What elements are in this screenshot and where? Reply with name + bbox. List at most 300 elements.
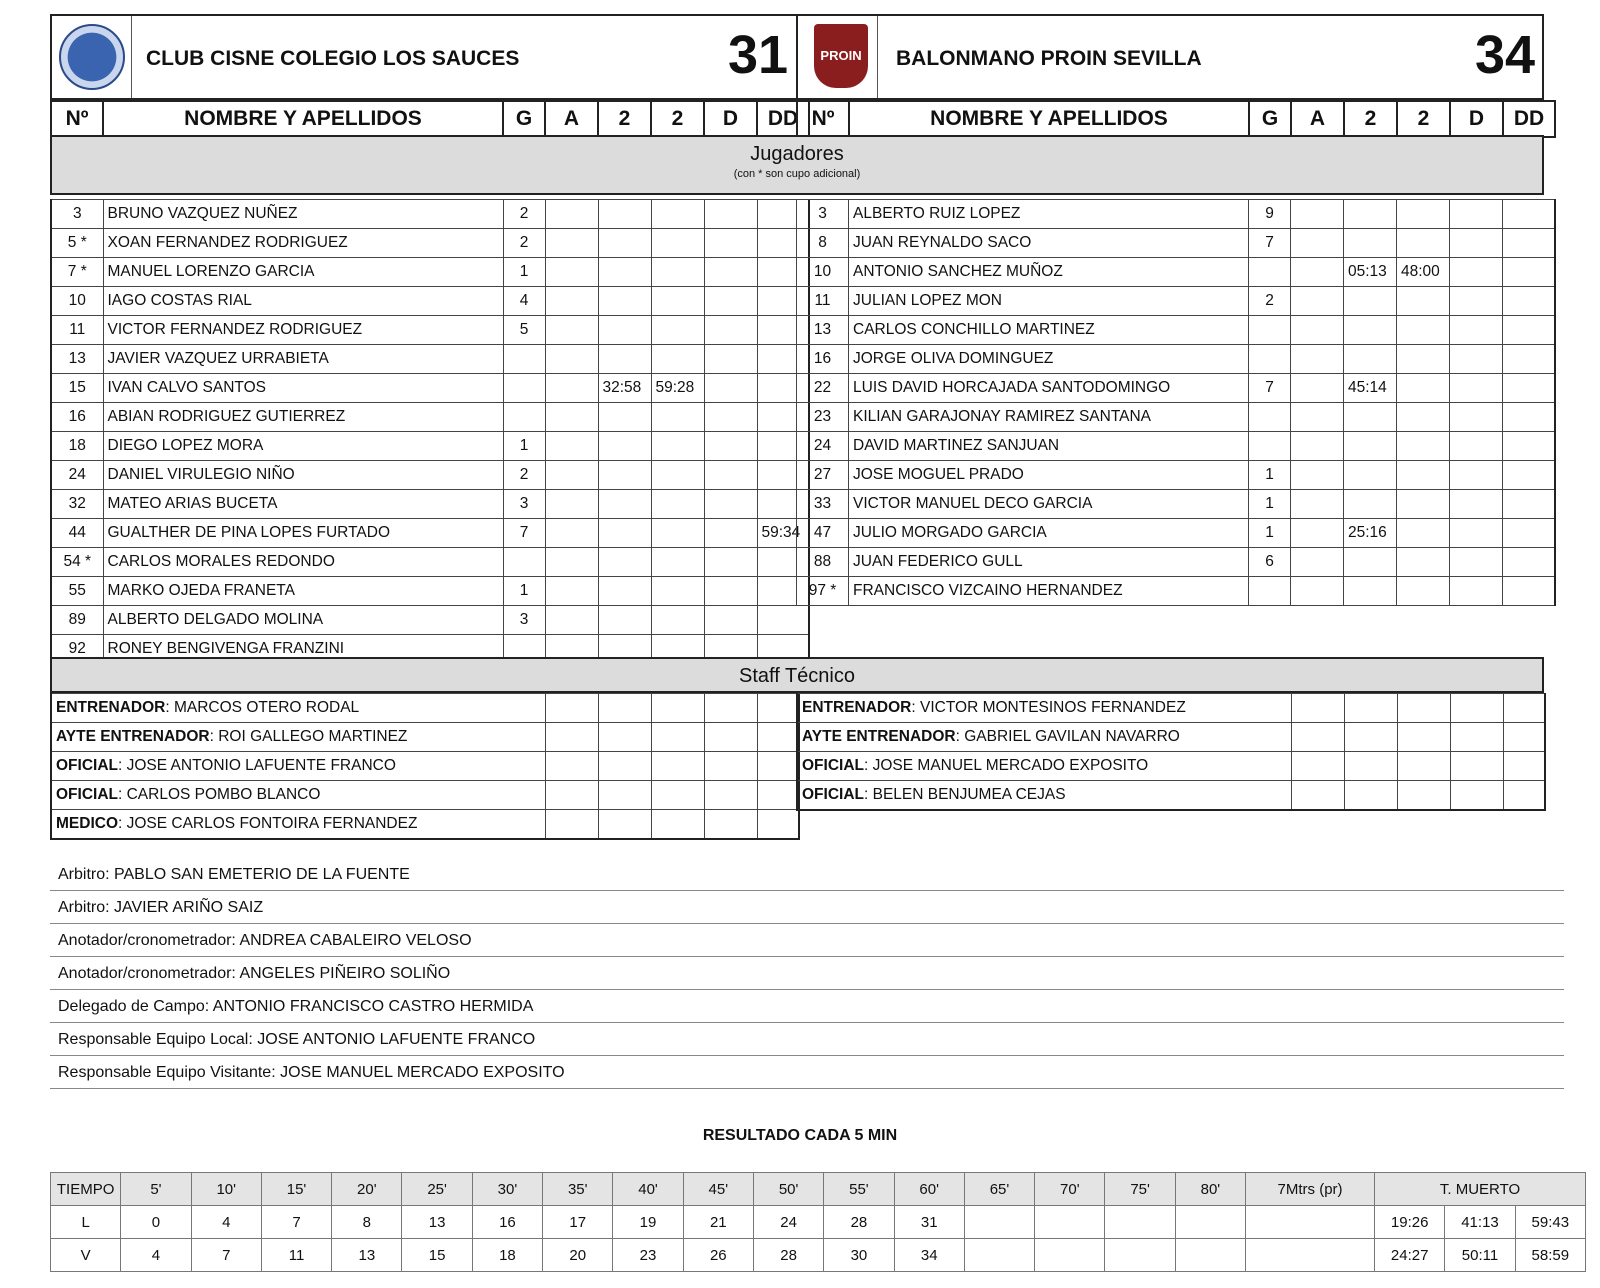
column-header-cell: D [704, 101, 757, 137]
player-stat: 2 [1249, 287, 1291, 316]
results-score-cell: 26 [683, 1239, 753, 1272]
player-number: 3 [51, 200, 103, 229]
player-row [51, 287, 809, 316]
timeout-cell: 59:43 [1515, 1206, 1585, 1239]
player-stat [704, 258, 757, 287]
player-name: ANTONIO SANCHEZ MUÑOZ [849, 258, 1249, 287]
player-stat [1503, 490, 1555, 519]
player-stat [1450, 519, 1503, 548]
player-stat [1291, 316, 1344, 345]
staff-stat [757, 810, 799, 840]
player-name: JUAN FEDERICO GULL [849, 548, 1249, 577]
player-stat: 25:16 [1344, 519, 1397, 548]
player-stat [1344, 345, 1397, 374]
player-stat [545, 374, 598, 403]
player-stat [1450, 200, 1503, 229]
results-header-cell: 20' [332, 1173, 402, 1206]
player-stat [545, 287, 598, 316]
player-number: 22 [797, 374, 849, 403]
player-stat [1503, 548, 1555, 577]
player-row [797, 200, 1555, 229]
player-stat [1344, 200, 1397, 229]
staff-member [51, 752, 545, 781]
player-row [51, 519, 809, 548]
player-stat [704, 432, 757, 461]
staff-stat [1291, 723, 1344, 752]
results-score-cell: 17 [543, 1206, 613, 1239]
player-row [51, 432, 809, 461]
results-header-cell: 40' [613, 1173, 683, 1206]
player-row [51, 258, 809, 287]
player-row [51, 316, 809, 345]
results-header-cell: 70' [1035, 1173, 1105, 1206]
player-stat [704, 577, 757, 606]
column-header-cell: A [1291, 101, 1344, 137]
staff-stat [1291, 781, 1344, 811]
official-line: Anotador/cronometrador: ANDREA CABALEIRO VELOSO [50, 924, 1564, 957]
player-name: MANUEL LORENZO GARCIA [103, 258, 503, 287]
player-stat [1291, 345, 1344, 374]
results-score-cell [1035, 1239, 1105, 1272]
staff-stat [1450, 723, 1503, 752]
staff-role: AYTE ENTRENADOR [802, 728, 956, 745]
player-row [51, 577, 809, 606]
player-name: MARKO OJEDA FRANETA [103, 577, 503, 606]
staff-stat [1344, 781, 1397, 811]
timeout-header: T. MUERTO [1375, 1173, 1586, 1206]
staff-stat [598, 723, 651, 752]
player-number: 15 [51, 374, 103, 403]
away-score: 34 [1475, 25, 1536, 85]
player-name: FRANCISCO VIZCAINO HERNANDEZ [849, 577, 1249, 606]
staff-stat [1450, 781, 1503, 811]
staff-stat [757, 781, 799, 810]
player-stat [1344, 548, 1397, 577]
player-stat [1450, 403, 1503, 432]
away-team-logo: PROIN [814, 24, 868, 88]
column-header-cell: 2 [1344, 101, 1397, 137]
column-header-cell: NOMBRE Y APELLIDOS [849, 101, 1249, 137]
results-header-cell: 5' [121, 1173, 191, 1206]
staff-stat [1503, 781, 1545, 811]
player-stat [1503, 345, 1555, 374]
results-score-cell [1035, 1206, 1105, 1239]
player-stat [651, 345, 704, 374]
players-section-header [50, 135, 1544, 195]
staff-stat [598, 810, 651, 840]
player-stat [651, 432, 704, 461]
player-stat [757, 606, 809, 635]
player-stat: 7 [1249, 374, 1291, 403]
player-number: 27 [797, 461, 849, 490]
player-number: 13 [797, 316, 849, 345]
players-section-title: Jugadores [750, 143, 844, 165]
player-stat [1249, 577, 1291, 606]
player-row [797, 461, 1555, 490]
player-stat [1450, 374, 1503, 403]
results-score-cell: 13 [332, 1239, 402, 1272]
timeout-cell: 58:59 [1515, 1239, 1585, 1272]
player-stat [1344, 490, 1397, 519]
player-stat [598, 432, 651, 461]
away-header [796, 14, 1544, 100]
player-name: JULIO MORGADO GARCIA [849, 519, 1249, 548]
staff-stat [1344, 694, 1397, 723]
away-logo-box [798, 16, 878, 98]
player-stat [1249, 432, 1291, 461]
player-stat [1397, 316, 1450, 345]
player-stat [651, 316, 704, 345]
player-stat [704, 403, 757, 432]
player-stat [1397, 229, 1450, 258]
player-stat [651, 258, 704, 287]
staff-role: ENTRENADOR [802, 699, 912, 716]
results-score-cell: 28 [753, 1239, 823, 1272]
player-stat [1291, 519, 1344, 548]
official-line: Anotador/cronometrador: ANGELES PIÑEIRO SOLIÑO [50, 957, 1564, 990]
results-header-cell: 35' [543, 1173, 613, 1206]
staff-stat [1397, 723, 1450, 752]
player-number: 10 [51, 287, 103, 316]
player-stat [598, 258, 651, 287]
column-header-row [797, 101, 1555, 137]
staff-name: : JOSE CARLOS FONTOIRA FERNANDEZ [118, 815, 418, 832]
player-number: 7 * [51, 258, 103, 287]
player-row [51, 229, 809, 258]
player-stat: 1 [1249, 519, 1291, 548]
player-stat [1397, 345, 1450, 374]
timeout-cell: 19:26 [1375, 1206, 1445, 1239]
staff-stat [757, 694, 799, 723]
staff-stat [704, 752, 757, 781]
results-header-cell: 10' [191, 1173, 261, 1206]
player-stat [1397, 200, 1450, 229]
player-stat [503, 548, 545, 577]
player-stat: 5 [503, 316, 545, 345]
player-stat [1344, 229, 1397, 258]
player-number: 92 [51, 635, 103, 664]
results-score-cell: 31 [894, 1206, 964, 1239]
staff-stat [1450, 752, 1503, 781]
player-number: 89 [51, 606, 103, 635]
official-line: Delegado de Campo: ANTONIO FRANCISCO CASTRO HERMIDA [50, 990, 1564, 1023]
player-row [51, 461, 809, 490]
player-stat [545, 606, 598, 635]
player-stat [545, 316, 598, 345]
results-score-cell [1175, 1239, 1245, 1272]
staff-row [797, 752, 1545, 781]
player-stat [1397, 548, 1450, 577]
player-stat: 1 [1249, 490, 1291, 519]
results-score-cell: 19 [613, 1206, 683, 1239]
results-header-cell: 60' [894, 1173, 964, 1206]
results-header-cell: TIEMPO [51, 1173, 121, 1206]
player-name: DIEGO LOPEZ MORA [103, 432, 503, 461]
player-stat [651, 229, 704, 258]
player-stat [1450, 287, 1503, 316]
staff-member [797, 781, 1291, 811]
player-stat [1344, 403, 1397, 432]
player-stat [1291, 403, 1344, 432]
staff-stat [704, 723, 757, 752]
official-line: Responsable Equipo Local: JOSE ANTONIO LAFUENTE FRANCO [50, 1023, 1564, 1056]
player-row [51, 374, 809, 403]
results-header-row [51, 1173, 1586, 1206]
staff-stat [651, 694, 704, 723]
staff-stat [545, 752, 598, 781]
results-score-cell: 4 [191, 1206, 261, 1239]
player-name: IAGO COSTAS RIAL [103, 287, 503, 316]
results-score-cell: 28 [824, 1206, 894, 1239]
player-stat [598, 200, 651, 229]
staff-stat [1397, 694, 1450, 723]
staff-stat [704, 781, 757, 810]
results-score-cell: 11 [261, 1239, 331, 1272]
player-stat: 3 [503, 490, 545, 519]
results-score-cell: 30 [824, 1239, 894, 1272]
staff-stat [598, 694, 651, 723]
player-stat [704, 316, 757, 345]
player-name: MATEO ARIAS BUCETA [103, 490, 503, 519]
player-stat [1344, 577, 1397, 606]
home-staff-table [50, 693, 800, 840]
player-name: JAVIER VAZQUEZ URRABIETA [103, 345, 503, 374]
column-header-cell: Nº [797, 101, 849, 137]
player-stat [545, 461, 598, 490]
results-header-cell: 15' [261, 1173, 331, 1206]
player-row [797, 229, 1555, 258]
player-stat [651, 403, 704, 432]
away-staff-table [796, 693, 1546, 811]
player-row [797, 490, 1555, 519]
player-stat [1291, 490, 1344, 519]
player-stat [545, 258, 598, 287]
player-stat: 05:13 [1344, 258, 1397, 287]
player-stat [651, 606, 704, 635]
player-number: 13 [51, 345, 103, 374]
results-score-cell: 7 [191, 1239, 261, 1272]
player-stat [704, 374, 757, 403]
results-header-cell: 65' [964, 1173, 1034, 1206]
player-stat [1291, 287, 1344, 316]
player-stat: 59:28 [651, 374, 704, 403]
results-score-cell [1105, 1206, 1175, 1239]
player-stat [704, 606, 757, 635]
staff-name: : JOSE ANTONIO LAFUENTE FRANCO [118, 757, 396, 774]
player-stat [651, 287, 704, 316]
staff-stat [545, 694, 598, 723]
player-stat [545, 519, 598, 548]
staff-stat [1344, 752, 1397, 781]
staff-stat [651, 723, 704, 752]
player-stat: 2 [503, 200, 545, 229]
staff-row [51, 694, 799, 723]
results-title: RESULTADO CADA 5 MIN [702, 1127, 898, 1144]
player-stat [598, 606, 651, 635]
staff-name: : VICTOR MONTESINOS FERNANDEZ [911, 699, 1186, 716]
player-stat [1344, 432, 1397, 461]
player-stat [704, 200, 757, 229]
player-stat [1450, 577, 1503, 606]
staff-member [797, 694, 1291, 723]
results-header-cell: 25' [402, 1173, 472, 1206]
player-stat [598, 548, 651, 577]
results-score-cell: 23 [613, 1239, 683, 1272]
player-stat [1249, 258, 1291, 287]
staff-stat [651, 752, 704, 781]
player-number: 24 [797, 432, 849, 461]
player-stat [1450, 258, 1503, 287]
player-row [797, 432, 1555, 461]
player-stat [1503, 200, 1555, 229]
staff-stat [1291, 694, 1344, 723]
staff-role: ENTRENADOR [56, 699, 166, 716]
player-stat [1397, 577, 1450, 606]
player-stat: 45:14 [1344, 374, 1397, 403]
player-name: BRUNO VAZQUEZ NUÑEZ [103, 200, 503, 229]
player-stat [598, 316, 651, 345]
staff-stat [598, 752, 651, 781]
player-number: 5 * [51, 229, 103, 258]
results-score-cell [1175, 1206, 1245, 1239]
column-header-cell: 2 [1397, 101, 1450, 137]
staff-role: OFICIAL [802, 757, 864, 774]
player-stat: 32:58 [598, 374, 651, 403]
player-row [797, 258, 1555, 287]
home-header [50, 14, 798, 100]
player-stat [651, 461, 704, 490]
player-stat [1450, 461, 1503, 490]
column-header-row [51, 101, 809, 137]
player-stat [503, 374, 545, 403]
player-stat [704, 548, 757, 577]
staff-row [797, 723, 1545, 752]
player-row [797, 403, 1555, 432]
staff-stat [1344, 723, 1397, 752]
results-table [50, 1172, 1586, 1272]
player-stat [1397, 287, 1450, 316]
player-stat [704, 461, 757, 490]
player-row [51, 548, 809, 577]
player-row [51, 403, 809, 432]
player-stat [1397, 374, 1450, 403]
player-row [797, 287, 1555, 316]
player-stat [651, 519, 704, 548]
away-column-header [796, 100, 1556, 138]
column-header-cell: DD [757, 101, 809, 137]
results-score-cell [1246, 1206, 1375, 1239]
player-name: IVAN CALVO SANTOS [103, 374, 503, 403]
player-stat: 7 [1249, 229, 1291, 258]
player-name: VICTOR MANUEL DECO GARCIA [849, 490, 1249, 519]
column-header-cell: A [545, 101, 598, 137]
column-header-cell: Nº [51, 101, 103, 137]
player-stat: 7 [503, 519, 545, 548]
player-stat [598, 461, 651, 490]
player-row [797, 519, 1555, 548]
player-stat [1450, 490, 1503, 519]
player-stat: 3 [503, 606, 545, 635]
results-score-cell: 34 [894, 1239, 964, 1272]
column-header-cell: 2 [651, 101, 704, 137]
player-row [51, 200, 809, 229]
staff-row [51, 781, 799, 810]
staff-stat [1503, 694, 1545, 723]
player-stat [1291, 374, 1344, 403]
player-stat [598, 403, 651, 432]
staff-stat [704, 810, 757, 840]
player-stat [1503, 432, 1555, 461]
results-header-cell: 50' [753, 1173, 823, 1206]
player-stat: 9 [1249, 200, 1291, 229]
player-number: 44 [51, 519, 103, 548]
player-row [797, 548, 1555, 577]
player-name: VICTOR FERNANDEZ RODRIGUEZ [103, 316, 503, 345]
column-header-cell: G [503, 101, 545, 137]
player-name: DAVID MARTINEZ SANJUAN [849, 432, 1249, 461]
player-stat [1503, 287, 1555, 316]
player-stat [1450, 432, 1503, 461]
player-name: LUIS DAVID HORCAJADA SANTODOMINGO [849, 374, 1249, 403]
results-header-cell: 30' [472, 1173, 542, 1206]
away-players-table [796, 199, 1556, 606]
staff-name: : ROI GALLEGO MARTINEZ [209, 728, 408, 745]
staff-stat [1503, 752, 1545, 781]
column-header-cell: DD [1503, 101, 1555, 137]
staff-stat [545, 781, 598, 810]
player-stat [1450, 548, 1503, 577]
results-header-cell: 55' [824, 1173, 894, 1206]
player-stat [1291, 200, 1344, 229]
player-stat [704, 229, 757, 258]
player-name: ALBERTO DELGADO MOLINA [103, 606, 503, 635]
player-stat: 6 [1249, 548, 1291, 577]
player-stat [598, 490, 651, 519]
player-stat [1291, 461, 1344, 490]
player-stat [1291, 258, 1344, 287]
results-score-cell: 16 [472, 1206, 542, 1239]
staff-stat [1397, 752, 1450, 781]
staff-section-title: Staff Técnico [739, 665, 855, 687]
home-column-header [50, 100, 810, 138]
player-stat [1291, 229, 1344, 258]
player-stat [1450, 316, 1503, 345]
player-name: JUAN REYNALDO SACO [849, 229, 1249, 258]
player-stat: 48:00 [1397, 258, 1450, 287]
staff-name: : BELEN BENJUMEA CEJAS [864, 786, 1066, 803]
staff-stat [1291, 752, 1344, 781]
player-stat: 1 [503, 432, 545, 461]
player-name: GUALTHER DE PINA LOPES FURTADO [103, 519, 503, 548]
staff-member [51, 694, 545, 723]
player-stat [1397, 461, 1450, 490]
player-stat [545, 432, 598, 461]
player-number: 16 [797, 345, 849, 374]
player-stat [1344, 316, 1397, 345]
results-score-cell [964, 1239, 1034, 1272]
staff-stat [757, 723, 799, 752]
player-number: 11 [51, 316, 103, 345]
player-number: 24 [51, 461, 103, 490]
results-score-cell: 15 [402, 1239, 472, 1272]
player-stat: 59:34 [757, 519, 809, 548]
player-stat [1291, 548, 1344, 577]
player-stat [651, 200, 704, 229]
column-header-cell: NOMBRE Y APELLIDOS [103, 101, 503, 137]
player-stat: 1 [503, 258, 545, 287]
player-stat [545, 548, 598, 577]
player-name: JORGE OLIVA DOMINGUEZ [849, 345, 1249, 374]
